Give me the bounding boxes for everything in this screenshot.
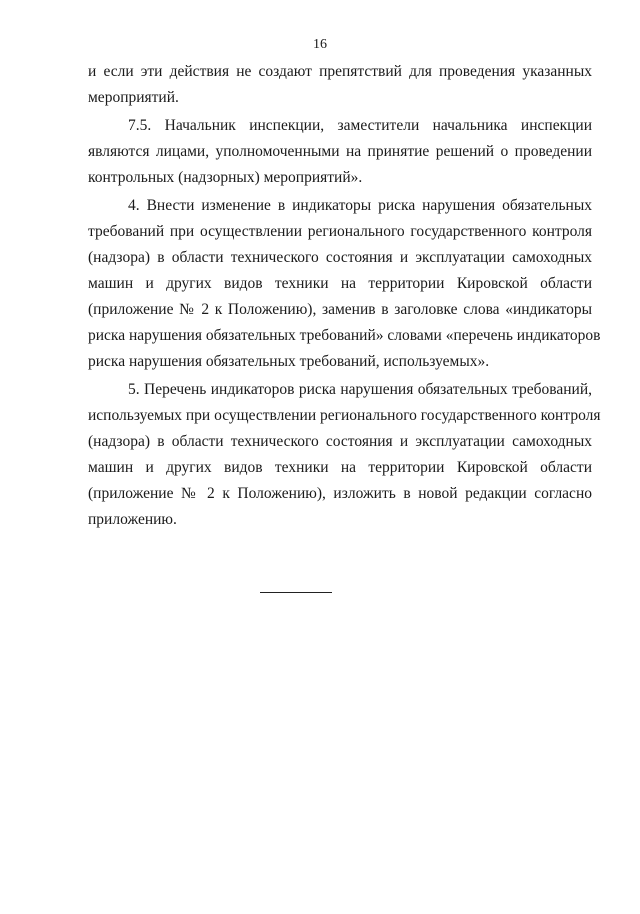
text-line: 7.5. Начальник инспекции, заместители начальника инспекции <box>128 117 592 134</box>
text-line: мероприятий. <box>88 89 179 106</box>
text-line: (надзора) в области технического состояния и эксплуатации самоходных <box>88 433 592 450</box>
text-line: приложению. <box>88 511 177 528</box>
text-line: 4. Внести изменение в индикаторы риска нарушения обязательных <box>128 197 592 214</box>
text-line: (приложение № 2 к Положению), изложить в новой редакции согласно <box>88 485 592 502</box>
text-line: контрольных (надзорных) мероприятий». <box>88 169 363 186</box>
text-line: и если эти действия не создают препятствий для проведения указанных <box>88 63 592 80</box>
text-line: риска нарушения обязательных требований» словами «перечень индикаторов <box>88 327 601 344</box>
text-line: (приложение № 2 к Положению), заменив в заголовке слова «индикаторы <box>88 301 592 318</box>
text-line: требований при осуществлении регионального государственного контроля <box>88 223 592 240</box>
text-line: (надзора) в области технического состояния и эксплуатации самоходных <box>88 249 592 266</box>
text-line: используемых при осуществлении регионального государственного контроля <box>88 407 601 424</box>
end-divider-line <box>260 592 332 593</box>
text-line: машин и других видов техники на территории Кировской области <box>88 275 592 292</box>
text-line: машин и других видов техники на территории Кировской области <box>88 459 592 476</box>
page-number: 16 <box>313 37 327 52</box>
text-line: являются лицами, уполномоченными на принятие решений о проведении <box>88 143 592 160</box>
text-line: риска нарушения обязательных требований, используемых». <box>88 353 490 370</box>
text-line: 5. Перечень индикаторов риска нарушения обязательных требований, <box>128 381 592 398</box>
